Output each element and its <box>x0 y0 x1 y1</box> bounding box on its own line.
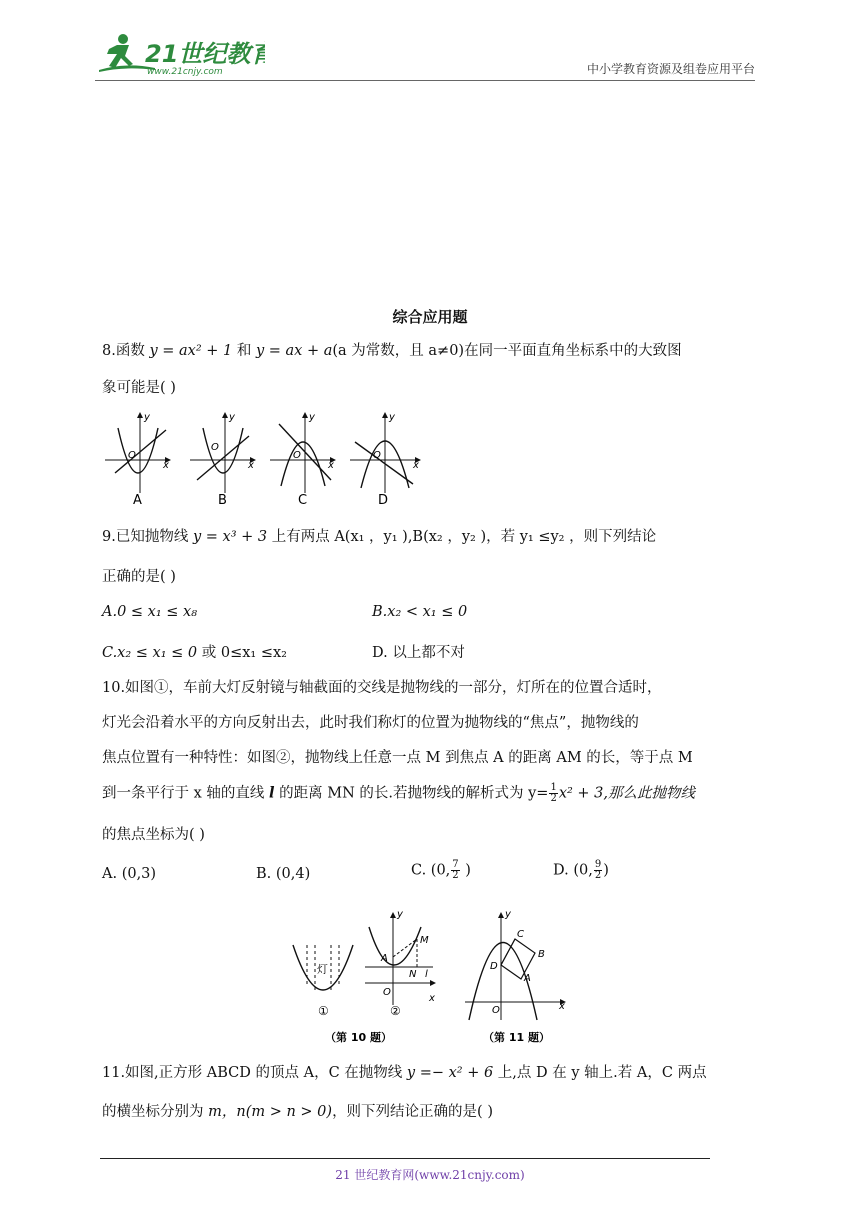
svg-text:①: ① <box>318 1004 329 1018</box>
q11-figure <box>465 909 565 1020</box>
svg-text:O: O <box>293 450 301 461</box>
logo-url: www.21cnjy.com <box>147 67 223 77</box>
q10-line3: 焦点位置有一种特性：如图②，抛物线上任意一点 M 到焦点 A 的距离 AM 的长，等于点 M <box>102 750 693 766</box>
svg-text:C: C <box>517 929 524 940</box>
svg-text:y: y <box>144 412 150 423</box>
svg-text:O: O <box>492 1005 500 1016</box>
svg-text:M: M <box>420 935 429 946</box>
q8-label-a: A <box>133 493 142 508</box>
q8-label-b: B <box>218 493 227 508</box>
q10-line4: 到一条平行于 x 轴的直线 l 的距离 MN 的长.若抛物线的解析式为 y= $\frac{1}{2}$ x² + 3,那么此抛物线 <box>102 782 696 804</box>
q10-option-c: C. (0, $\frac{7}{2}$ ) <box>411 859 471 881</box>
q10-option-b: B. (0,4) <box>256 866 311 882</box>
q9-option-d: D. 以上都不对 <box>372 645 465 661</box>
q10-option-d: D. (0, $\frac{9}{2}$ ) <box>553 859 609 881</box>
header-platform-text: 中小学教育资源及组卷应用平台 <box>586 62 755 76</box>
svg-text:A: A <box>524 973 531 984</box>
q9-line2: 正确的是( ) <box>102 569 176 585</box>
q10-caption: （第 10 题） <box>325 1031 392 1044</box>
section-title: 综合应用题 <box>392 308 468 326</box>
svg-text:x: x <box>328 460 334 471</box>
q8-graph-b <box>190 412 255 508</box>
footer-divider <box>100 1158 710 1159</box>
q11-caption: （第 11 题） <box>483 1031 550 1044</box>
svg-text:D: D <box>490 961 498 972</box>
svg-text:N: N <box>409 969 417 980</box>
svg-text:x: x <box>429 993 435 1004</box>
logo-text: 21世纪教育 <box>145 40 265 68</box>
svg-text:y: y <box>309 412 315 423</box>
svg-text:O: O <box>383 987 391 998</box>
q10-figure-2 <box>365 909 435 1018</box>
q8-option-graphs <box>100 408 430 508</box>
q10-option-a: A. (0,3) <box>102 866 157 882</box>
q8-graph-d <box>350 412 420 508</box>
svg-text:O: O <box>373 450 381 461</box>
svg-text:y: y <box>505 909 511 920</box>
header-divider <box>95 80 755 81</box>
q10-line2: 灯光会沿着水平的方向反射出去，此时我们称灯的位置为抛物线的“焦点”，抛物线的 <box>102 715 639 731</box>
svg-text:x: x <box>559 1001 565 1012</box>
q8-line2: 象可能是( ) <box>102 380 176 396</box>
svg-text:y: y <box>397 909 403 920</box>
svg-text:O: O <box>128 450 136 461</box>
q8-graph-c <box>270 412 335 508</box>
q10-line1: 10.如图①，车前大灯反射镜与轴截面的交线是抛物线的一部分，灯所在的位置合适时， <box>102 680 662 696</box>
svg-text:x: x <box>413 460 419 471</box>
q9-option-a: A.0 ≤ x₁ ≤ x₈ <box>102 604 198 620</box>
svg-text:x: x <box>248 460 254 471</box>
svg-text:y: y <box>389 412 395 423</box>
site-logo <box>95 30 265 80</box>
q8-line1: 8.函数 y = ax² + 1 和 y = ax + a(a 为常数，且 a≠0)在同一平面直角坐标系中的大致图 <box>102 343 682 359</box>
q9-line1: 9.已知抛物线 y = x³ + 3 上有两点 A(x₁ ，y₁ ),B(x₂ ，y₂ )，若 y₁ ≤y₂ ，则下列结论 <box>102 529 657 545</box>
svg-text:②: ② <box>390 1004 401 1018</box>
footer-text: 21 世纪教育网(www.21cnjy.com) <box>335 1168 525 1182</box>
svg-text:x: x <box>163 460 169 471</box>
q11-line2: 的横坐标分别为 m，n(m > n > 0)，则下列结论正确的是( ) <box>102 1104 493 1120</box>
q8-label-d: D <box>378 493 389 508</box>
svg-text:O: O <box>211 442 219 453</box>
q9-option-c: C.x₂ ≤ x₁ ≤ 0 或 0≤x₁ ≤x₂ <box>102 645 287 661</box>
svg-text:A: A <box>381 953 388 964</box>
svg-text:B: B <box>538 949 545 960</box>
q10-figure-1 <box>293 945 353 1018</box>
svg-text:灯: 灯 <box>317 963 328 976</box>
q8-graph-a <box>105 412 170 508</box>
q8-label-c: C <box>298 493 308 508</box>
svg-text:l: l <box>425 969 428 980</box>
q10-q11-figures <box>285 905 585 1050</box>
q11-line1: 11.如图,正方形 ABCD 的顶点 A，C 在抛物线 y =− x² + 6 上,点 D 在 y 轴上.若 A，C 两点 <box>102 1065 707 1081</box>
q9-option-b: B.x₂ < x₁ ≤ 0 <box>372 604 468 620</box>
q10-line5: 的焦点坐标为( ) <box>102 827 205 843</box>
svg-text:y: y <box>229 412 235 423</box>
